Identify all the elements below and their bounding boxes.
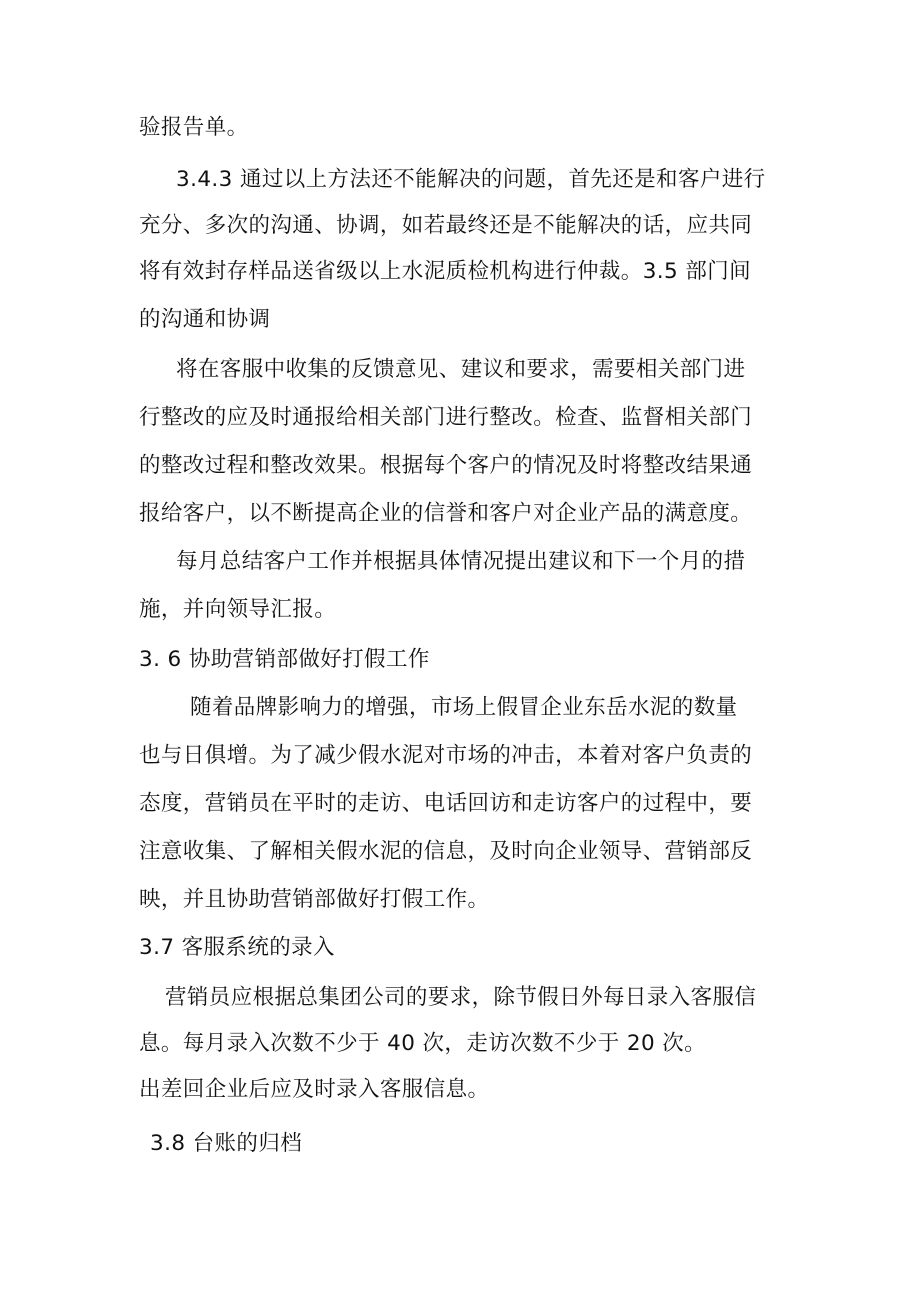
text-line: 出差回企业后应及时录入客服信息。 bbox=[139, 1077, 490, 1102]
text-line: 的整改过程和整改效果。根据每个客户的情况及时将整改结果通 bbox=[139, 453, 753, 478]
text-line: 施，并向领导汇报。 bbox=[139, 597, 337, 622]
section-heading: 3.7 客服系统的录入 bbox=[139, 935, 335, 960]
text-line: 充分、多次的沟通、协调，如若最终还是不能解决的话，应共同 bbox=[139, 213, 753, 238]
text-line: 态度，营销员在平时的走访、电话回访和走访客户的过程中，要 bbox=[139, 791, 753, 816]
text-line: 报给客户，以不断提高企业的信誉和客户对企业产品的满意度。 bbox=[139, 501, 753, 526]
text-line: 行整改的应及时通报给相关部门进行整改。检查、监督相关部门 bbox=[139, 405, 753, 430]
text-line: 3.4.3 通过以上方法还不能解决的问题，首先还是和客户进行 bbox=[176, 167, 766, 192]
text-line: 将有效封存样品送省级以上水泥质检机构进行仲裁。3.5 部门间 bbox=[139, 259, 752, 284]
text-line: 注意收集、了解相关假水泥的信息，及时向企业领导、营销部反 bbox=[139, 839, 753, 864]
text-line: 的沟通和协调 bbox=[139, 307, 271, 332]
text-line: 将在客服中收集的反馈意见、建议和要求，需要相关部门进 bbox=[176, 357, 746, 382]
section-heading: 3.8 台账的归档 bbox=[150, 1131, 303, 1156]
text-line: 每月总结客户工作并根据具体情况提出建议和下一个月的措 bbox=[176, 549, 746, 574]
text-line: 映，并且协助营销部做好打假工作。 bbox=[139, 887, 490, 912]
text-line: 也与日俱增。为了减少假水泥对市场的冲击，本着对客户负责的 bbox=[139, 743, 753, 768]
text-line: 随着品牌影响力的增强，市场上假冒企业东岳水泥的数量 bbox=[190, 695, 738, 720]
text-line: 验报告单。 bbox=[139, 115, 249, 140]
section-heading: 3. 6 协助营销部做好打假工作 bbox=[139, 647, 430, 672]
text-line: 营销员应根据总集团公司的要求，除节假日外每日录入客服信 bbox=[165, 985, 757, 1010]
text-line: 息。每月录入次数不少于 40 次，走访次数不少于 20 次。 bbox=[139, 1031, 707, 1056]
